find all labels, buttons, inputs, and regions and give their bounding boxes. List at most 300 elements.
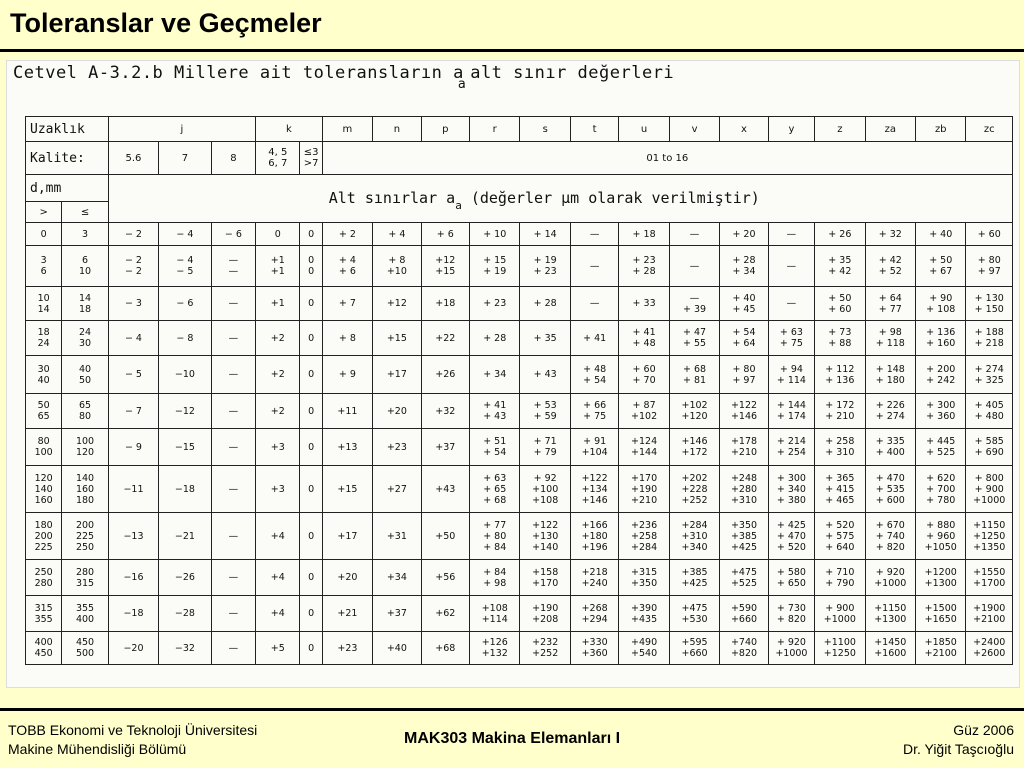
table-cell: 315 355 [26, 596, 62, 632]
table-cell: + 188 + 218 [966, 321, 1013, 356]
letter-y: y [768, 117, 814, 142]
table-cell: + 91 +104 [570, 429, 618, 466]
table-cell: 50 65 [26, 394, 62, 429]
table-cell: +102 +120 [669, 394, 719, 429]
table-cell: — [768, 287, 814, 321]
table-cell: + 112 + 136 [815, 356, 865, 394]
table-cell: +62 [421, 596, 469, 632]
table-cell: −16 [108, 560, 158, 596]
letter-u: u [619, 117, 669, 142]
letter-x: x [720, 117, 768, 142]
table-cell: + 580 + 650 [768, 560, 814, 596]
table-cell: — [211, 321, 255, 356]
caption-main: Cetvel A-3.2.b Millere ait toleransların a [13, 63, 464, 83]
table-cell: + 84 + 98 [470, 560, 520, 596]
table-cell: — [211, 356, 255, 394]
table-cell: + 64 + 77 [865, 287, 915, 321]
table-cell: +236 +258 +284 [619, 513, 669, 560]
table-cell: + 35 [520, 321, 570, 356]
table-cell: −18 [108, 596, 158, 632]
table-cell: 3 [62, 223, 108, 246]
table-cell: +23 [373, 429, 421, 466]
table-cell: — [669, 223, 719, 246]
table-cell: + 7 [322, 287, 372, 321]
table-cell: +12 +15 [421, 246, 469, 287]
title-divider [0, 49, 1024, 52]
gt-label: > [26, 202, 62, 223]
letter-zb: zb [916, 117, 966, 142]
footer-department: Makine Mühendisliği Bölümü [8, 741, 187, 757]
table-row [26, 429, 1013, 466]
table-cell: + 18 [619, 223, 669, 246]
letter-t: t [570, 117, 618, 142]
table-cell: +202 +228 +252 [669, 466, 719, 513]
table-cell: − 4 − 5 [159, 246, 211, 287]
uzaklik-label: Uzaklık [26, 117, 109, 142]
table-cell: — [211, 394, 255, 429]
table-cell: — [211, 287, 255, 321]
table-cell: − 2 − 2 [108, 246, 158, 287]
table-cell: — [570, 246, 618, 287]
letter-zc: zc [966, 117, 1013, 142]
table-cell: +170 +190 +210 [619, 466, 669, 513]
table-cell: +5 [256, 632, 300, 665]
table-cell: + 470 + 535 + 600 [865, 466, 915, 513]
table-cell: 0 [300, 394, 322, 429]
table-cell: +1900 +2100 [966, 596, 1013, 632]
footer-course: MAK303 Makina Elemanları I [404, 730, 621, 747]
table-cell: 120 140 160 [26, 466, 62, 513]
table-cell: + 87 +102 [619, 394, 669, 429]
table-cell: — [669, 246, 719, 287]
table-cell: 3 6 [26, 246, 62, 287]
table-cell: +2 [256, 394, 300, 429]
table-row [26, 223, 1013, 246]
table-cell: + 33 [619, 287, 669, 321]
table-cell: + 405 + 480 [966, 394, 1013, 429]
table-cell: + 26 [815, 223, 865, 246]
letter-za: za [865, 117, 915, 142]
table-cell: 0 [300, 596, 322, 632]
letter-k: k [256, 117, 323, 142]
table-cell: +34 [373, 560, 421, 596]
table-cell: +740 +820 [720, 632, 768, 665]
table-cell: + 880 + 960 +1050 [916, 513, 966, 560]
table-cell: 250 280 [26, 560, 62, 596]
table-cell: −15 [159, 429, 211, 466]
table-cell: + 136 + 160 [916, 321, 966, 356]
table-cell: +40 [373, 632, 421, 665]
table-cell: −32 [159, 632, 211, 665]
table-cell: + 920 +1000 [768, 632, 814, 665]
scanned-table-image [6, 60, 1020, 688]
table-cell: + 300 + 360 [916, 394, 966, 429]
table-cell: +26 [421, 356, 469, 394]
table-cell: + 274 + 325 [966, 356, 1013, 394]
unit-note [108, 175, 1012, 223]
table-cell: +20 [373, 394, 421, 429]
table-cell: 0 [300, 356, 322, 394]
table-cell: 400 450 [26, 632, 62, 665]
table-cell: +108 +114 [470, 596, 520, 632]
table-cell: +595 +660 [669, 632, 719, 665]
table-cell: +3 [256, 429, 300, 466]
footer-institution [8, 721, 257, 759]
table-cell: +1150 +1250 +1350 [966, 513, 1013, 560]
table-cell: +4 [256, 596, 300, 632]
table-cell: + 365 + 415 + 465 [815, 466, 865, 513]
caption-subscript: a [457, 77, 467, 92]
table-cell: − 6 [159, 287, 211, 321]
table-cell: + 335 + 400 [865, 429, 915, 466]
table-cell: + 585 + 690 [966, 429, 1013, 466]
table-cell: +18 [421, 287, 469, 321]
letter-r: r [470, 117, 520, 142]
table-cell: + 71 + 79 [520, 429, 570, 466]
table-cell: + 90 + 108 [916, 287, 966, 321]
table-cell: + 800 + 900 +1000 [966, 466, 1013, 513]
kalite-k-4-7: 4, 5 6, 7 [256, 142, 300, 175]
table-cell: + 40 [916, 223, 966, 246]
table-cell: + 900 +1000 [815, 596, 865, 632]
table-cell: +232 +252 [520, 632, 570, 665]
table-cell: +17 [322, 513, 372, 560]
table-cell: + 425 + 470 + 520 [768, 513, 814, 560]
table-cell: + 92 +100 +108 [520, 466, 570, 513]
table-cell: — [570, 287, 618, 321]
table-cell: + 4 + 6 [322, 246, 372, 287]
table-cell: − 3 [108, 287, 158, 321]
table-cell: + 15 + 19 [470, 246, 520, 287]
table-cell: + 20 [720, 223, 768, 246]
table-cell: — [211, 596, 255, 632]
table-cell: +20 [322, 560, 372, 596]
table-cell: +4 [256, 513, 300, 560]
table-cell: 180 200 225 [26, 513, 62, 560]
table-cell: +166 +180 +196 [570, 513, 618, 560]
table-cell: + 2 [322, 223, 372, 246]
table-cell: + 68 + 81 [669, 356, 719, 394]
table-cell: +11 [322, 394, 372, 429]
uzaklik-row [26, 117, 1013, 142]
table-cell: + 710 + 790 [815, 560, 865, 596]
table-cell: + 63 + 65 + 68 [470, 466, 520, 513]
table-cell: +315 +350 [619, 560, 669, 596]
kalite-j-7: 7 [159, 142, 211, 175]
table-cell: +23 [322, 632, 372, 665]
table-cell: + 40 + 45 [720, 287, 768, 321]
table-cell: − 8 [159, 321, 211, 356]
table-cell: + 130 + 150 [966, 287, 1013, 321]
letter-v: v [669, 117, 719, 142]
table-cell: 355 400 [62, 596, 108, 632]
table-cell: +284 +310 +340 [669, 513, 719, 560]
table-cell: −28 [159, 596, 211, 632]
table-cell: + 32 [865, 223, 915, 246]
table-cell: +122 +130 +140 [520, 513, 570, 560]
table-cell: −11 [108, 466, 158, 513]
table-cell: 24 30 [62, 321, 108, 356]
table-cell: + 42 + 52 [865, 246, 915, 287]
table-cell: + 620 + 700 + 780 [916, 466, 966, 513]
table-cell: + 50 + 60 [815, 287, 865, 321]
table-cell: 0 0 [300, 246, 322, 287]
kalite-j-8: 8 [211, 142, 255, 175]
table-cell: 0 [300, 223, 322, 246]
table-cell: + 60 [966, 223, 1013, 246]
table-cell: + 35 + 42 [815, 246, 865, 287]
table-cell: +475 +530 [669, 596, 719, 632]
table-cell: — + 39 [669, 287, 719, 321]
table-cell: + 148 + 180 [865, 356, 915, 394]
footer-term: Güz 2006 [953, 722, 1014, 738]
letter-z: z [815, 117, 865, 142]
table-cell: +27 [373, 466, 421, 513]
table-cell: +475 +525 [720, 560, 768, 596]
table-cell: +43 [421, 466, 469, 513]
table-cell: −21 [159, 513, 211, 560]
table-cell: +37 [373, 596, 421, 632]
table-cell: +248 +280 +310 [720, 466, 768, 513]
table-cell: +50 [421, 513, 469, 560]
table-cell: +2 [256, 321, 300, 356]
table-cell: − 5 [108, 356, 158, 394]
table-cell: 0 [300, 429, 322, 466]
table-cell: +1450 +1600 [865, 632, 915, 665]
table-cell: + 63 + 75 [768, 321, 814, 356]
note-main: Alt sınırlar a [328, 188, 456, 207]
table-cell: + 14 [520, 223, 570, 246]
table-cell: 40 50 [62, 356, 108, 394]
kalite-k-le3-gt7: ≤3 >7 [300, 142, 322, 175]
table-cell: + 41 + 43 [470, 394, 520, 429]
table-row [26, 632, 1013, 665]
table-cell: −20 [108, 632, 158, 665]
footer-author [903, 721, 1014, 759]
table-cell: +2400 +2600 [966, 632, 1013, 665]
table-cell: +390 +435 [619, 596, 669, 632]
footer-divider [0, 708, 1024, 711]
table-cell: +268 +294 [570, 596, 618, 632]
table-cell: + 94 + 114 [768, 356, 814, 394]
table-cell: +218 +240 [570, 560, 618, 596]
table-cell: + 226 + 274 [865, 394, 915, 429]
table-cell: −18 [159, 466, 211, 513]
table-cell: + 50 + 67 [916, 246, 966, 287]
table-cell: + 77 + 80 + 84 [470, 513, 520, 560]
table-cell: +385 +425 [669, 560, 719, 596]
table-cell: + 730 + 820 [768, 596, 814, 632]
table-cell: + 60 + 70 [619, 356, 669, 394]
table-cell: + 28 [520, 287, 570, 321]
table-cell: — [211, 429, 255, 466]
table-cell: + 41 + 48 [619, 321, 669, 356]
table-row [26, 321, 1013, 356]
table-cell: +122 +146 [720, 394, 768, 429]
table-cell: +1850 +2100 [916, 632, 966, 665]
table-cell: + 214 + 254 [768, 429, 814, 466]
table-cell: + 80 + 97 [720, 356, 768, 394]
table-cell: + 10 [470, 223, 520, 246]
table-cell: +32 [421, 394, 469, 429]
table-cell: 0 [256, 223, 300, 246]
table-row [26, 356, 1013, 394]
table-cell: 30 40 [26, 356, 62, 394]
table-cell: + 53 + 59 [520, 394, 570, 429]
table-cell: + 4 [373, 223, 421, 246]
table-cell: 80 100 [26, 429, 62, 466]
table-row [26, 466, 1013, 513]
table-cell: — [211, 466, 255, 513]
table-cell: + 98 + 118 [865, 321, 915, 356]
caption-tail: alt sınır değerleri [470, 63, 675, 83]
table-cell: +17 [373, 356, 421, 394]
table-cell: 10 14 [26, 287, 62, 321]
note-tail: (değerler μm olarak verilmiştir) [470, 188, 760, 207]
table-cell: +13 [322, 429, 372, 466]
table-cell: − 7 [108, 394, 158, 429]
table-cell: − 4 [108, 321, 158, 356]
table-cell: +122 +134 +146 [570, 466, 618, 513]
table-cell: + 23 [470, 287, 520, 321]
table-cell: + 54 + 64 [720, 321, 768, 356]
table-cell: −13 [108, 513, 158, 560]
table-cell: − 4 [159, 223, 211, 246]
table-cell: +1150 +1300 [865, 596, 915, 632]
table-cell: +15 [322, 466, 372, 513]
table-cell: + 51 + 54 [470, 429, 520, 466]
table-cell: +31 [373, 513, 421, 560]
table-row [26, 394, 1013, 429]
table-cell: + 80 + 97 [966, 246, 1013, 287]
table-cell: — — [211, 246, 255, 287]
letter-p: p [421, 117, 469, 142]
table-cell: +1550 +1700 [966, 560, 1013, 596]
table-cell: +1500 +1650 [916, 596, 966, 632]
table-cell: 280 315 [62, 560, 108, 596]
table-cell: + 8 [322, 321, 372, 356]
kalite-row [26, 142, 1013, 175]
le-label: ≤ [62, 202, 108, 223]
table-cell: − 6 [211, 223, 255, 246]
table-cell: + 445 + 525 [916, 429, 966, 466]
table-row [26, 560, 1013, 596]
table-row [26, 596, 1013, 632]
table-cell: + 34 [470, 356, 520, 394]
table-cell: −26 [159, 560, 211, 596]
table-cell: + 28 + 34 [720, 246, 768, 287]
table-cell: +4 [256, 560, 300, 596]
table-caption [13, 63, 675, 92]
table-cell: +190 +208 [520, 596, 570, 632]
table-cell: — [768, 246, 814, 287]
table-cell: + 23 + 28 [619, 246, 669, 287]
table-cell: + 920 +1000 [865, 560, 915, 596]
slide-title: Toleranslar ve Geçmeler [10, 8, 322, 38]
tolerance-table [25, 116, 1013, 665]
table-cell: 200 225 250 [62, 513, 108, 560]
table-cell: + 73 + 88 [815, 321, 865, 356]
table-row [26, 287, 1013, 321]
table-cell: 65 80 [62, 394, 108, 429]
table-cell: + 47 + 55 [669, 321, 719, 356]
table-cell: +158 +170 [520, 560, 570, 596]
table-cell: +68 [421, 632, 469, 665]
table-cell: − 2 [108, 223, 158, 246]
table-cell: +12 [373, 287, 421, 321]
footer-university: TOBB Ekonomi ve Teknoloji Üniversitesi [8, 722, 258, 738]
table-cell: 450 500 [62, 632, 108, 665]
d-mm-row [26, 175, 1013, 202]
table-cell: +1 +1 [256, 246, 300, 287]
table-cell: +15 [373, 321, 421, 356]
table-cell: 0 [300, 321, 322, 356]
table-cell: 0 [300, 513, 322, 560]
table-cell: 6 10 [62, 246, 108, 287]
letter-s: s [520, 117, 570, 142]
kalite-label: Kalite: [26, 142, 109, 175]
table-cell: 18 24 [26, 321, 62, 356]
table-cell: + 9 [322, 356, 372, 394]
letter-m: m [322, 117, 372, 142]
letter-j: j [108, 117, 255, 142]
table-cell: +590 +660 [720, 596, 768, 632]
table-cell: −10 [159, 356, 211, 394]
table-cell: +350 +385 +425 [720, 513, 768, 560]
table-cell: +2 [256, 356, 300, 394]
table-cell: +37 [421, 429, 469, 466]
table-cell: 0 [26, 223, 62, 246]
letter-n: n [373, 117, 421, 142]
kalite-01-to-16: 01 to 16 [322, 142, 1012, 175]
table-cell: +124 +144 [619, 429, 669, 466]
table-cell: +21 [322, 596, 372, 632]
table-cell: + 670 + 740 + 820 [865, 513, 915, 560]
table-row [26, 513, 1013, 560]
table-cell: 0 [300, 287, 322, 321]
table-cell: + 43 [520, 356, 570, 394]
table-cell: +22 [421, 321, 469, 356]
table-cell: 100 120 [62, 429, 108, 466]
table-cell: +330 +360 [570, 632, 618, 665]
kalite-j-5-6: 5.6 [108, 142, 158, 175]
d-mm-label: d,mm [26, 175, 109, 202]
table-cell: + 8 +10 [373, 246, 421, 287]
table-cell: +490 +540 [619, 632, 669, 665]
table-cell: — [211, 560, 255, 596]
table-cell: 0 [300, 632, 322, 665]
table-cell: +126 +132 [470, 632, 520, 665]
table-cell: — [211, 632, 255, 665]
table-cell: + 200 + 242 [916, 356, 966, 394]
table-cell: + 144 + 174 [768, 394, 814, 429]
table-cell: + 28 [470, 321, 520, 356]
table-cell: + 520 + 575 + 640 [815, 513, 865, 560]
table-cell: +3 [256, 466, 300, 513]
table-cell: −12 [159, 394, 211, 429]
table-cell: 140 160 180 [62, 466, 108, 513]
table-cell: 0 [300, 466, 322, 513]
table-cell: + 19 + 23 [520, 246, 570, 287]
table-cell: +146 +172 [669, 429, 719, 466]
table-row [26, 246, 1013, 287]
table-cell: — [211, 513, 255, 560]
table-cell: — [570, 223, 618, 246]
table-cell: + 48 + 54 [570, 356, 618, 394]
table-cell: +1100 +1250 [815, 632, 865, 665]
table-cell: +178 +210 [720, 429, 768, 466]
table-cell: +1 [256, 287, 300, 321]
